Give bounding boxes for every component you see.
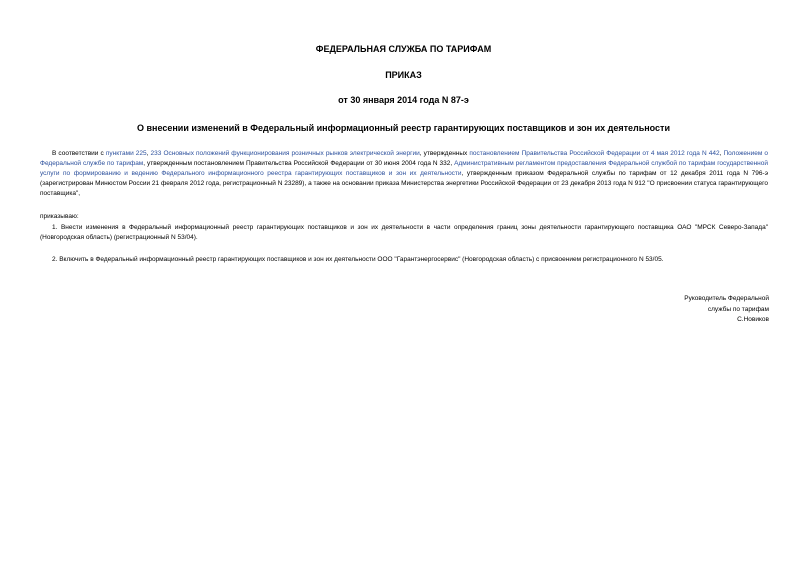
preamble-text-1: В соответствии с [52,150,106,157]
preamble-text-6: , утвержденным приказом Федеральной службы по тарифам от 12 декабря 2011 года N 796-э [461,170,769,177]
link-government-resolution-442[interactable]: постановлением Правительства Российской Федерации от 4 мая 2012 года N 442 [469,150,720,157]
signature-line-agency: службы по тарифам [707,305,769,313]
link-basic-provisions[interactable]: 233 Основных положений функционирования розничных рынков электрической энергии [150,150,420,157]
link-administrative-regulation[interactable]: Административным регламентом предоставления Федеральной службой по тарифам государственной услуги по формированию и ведению Федерального информационного реестра гарантирующих поставщиков и зон их деятельности [40,160,768,177]
document-title: О внесении изменений в Федеральный информационный реестр гарантирующих поставщиков и зон их деятельности [137,123,670,133]
preamble-text-3: , утвержденных [419,150,470,157]
order-word: приказываю: [40,213,79,220]
link-clause-225[interactable]: пунктами 225 [105,150,147,157]
preamble-text-2: , [146,150,151,157]
agency-heading: ФЕДЕРАЛЬНАЯ СЛУЖБА ПО ТАРИФАМ [315,44,492,54]
signature-block [684,294,769,326]
signature-line-position: Руководитель Федеральной [684,295,769,302]
date-number-heading: от 30 января 2014 года N 87-э [338,95,469,105]
order-item-1: 1. Внести изменения в Федеральный информационный реестр гарантирующих поставщиков и зон их деятельности в части определения границ зоны деятельности гарантирующего поставщика ОАО "МРСК Северо-Запада" (Новгородская область) (регистрационный N 53/04). [40,224,768,241]
preamble-text-4: , [719,150,724,157]
preamble-text-7: (зарегистрирован Минюстом России 21 февраля 2012 года, регистрационный N 23289), а также на основании приказа Министерства энергетики Российской Федерации от 23 декабря 2013 года N 912 "О присвоении статуса гарантирующего поставщика", [40,180,768,197]
doc-type-heading: ПРИКАЗ [385,70,422,80]
signature-name: С.Новиков [737,316,769,323]
order-item-2: 2. Включить в Федеральный информационный реестр гарантирующих поставщиков и зон их деятельности ООО "Гарантэнергосервис" (Новгородская область) с присвоением регистрационного N 53/05. [52,256,664,263]
preamble-paragraph [40,149,768,199]
preamble-text-5: , утвержденным постановлением Правительства Российской Федерации от 30 июня 2004 года N 332, [143,160,455,167]
link-fst-regulation[interactable]: Положением о Федеральной службе по тарифам [40,150,769,167]
